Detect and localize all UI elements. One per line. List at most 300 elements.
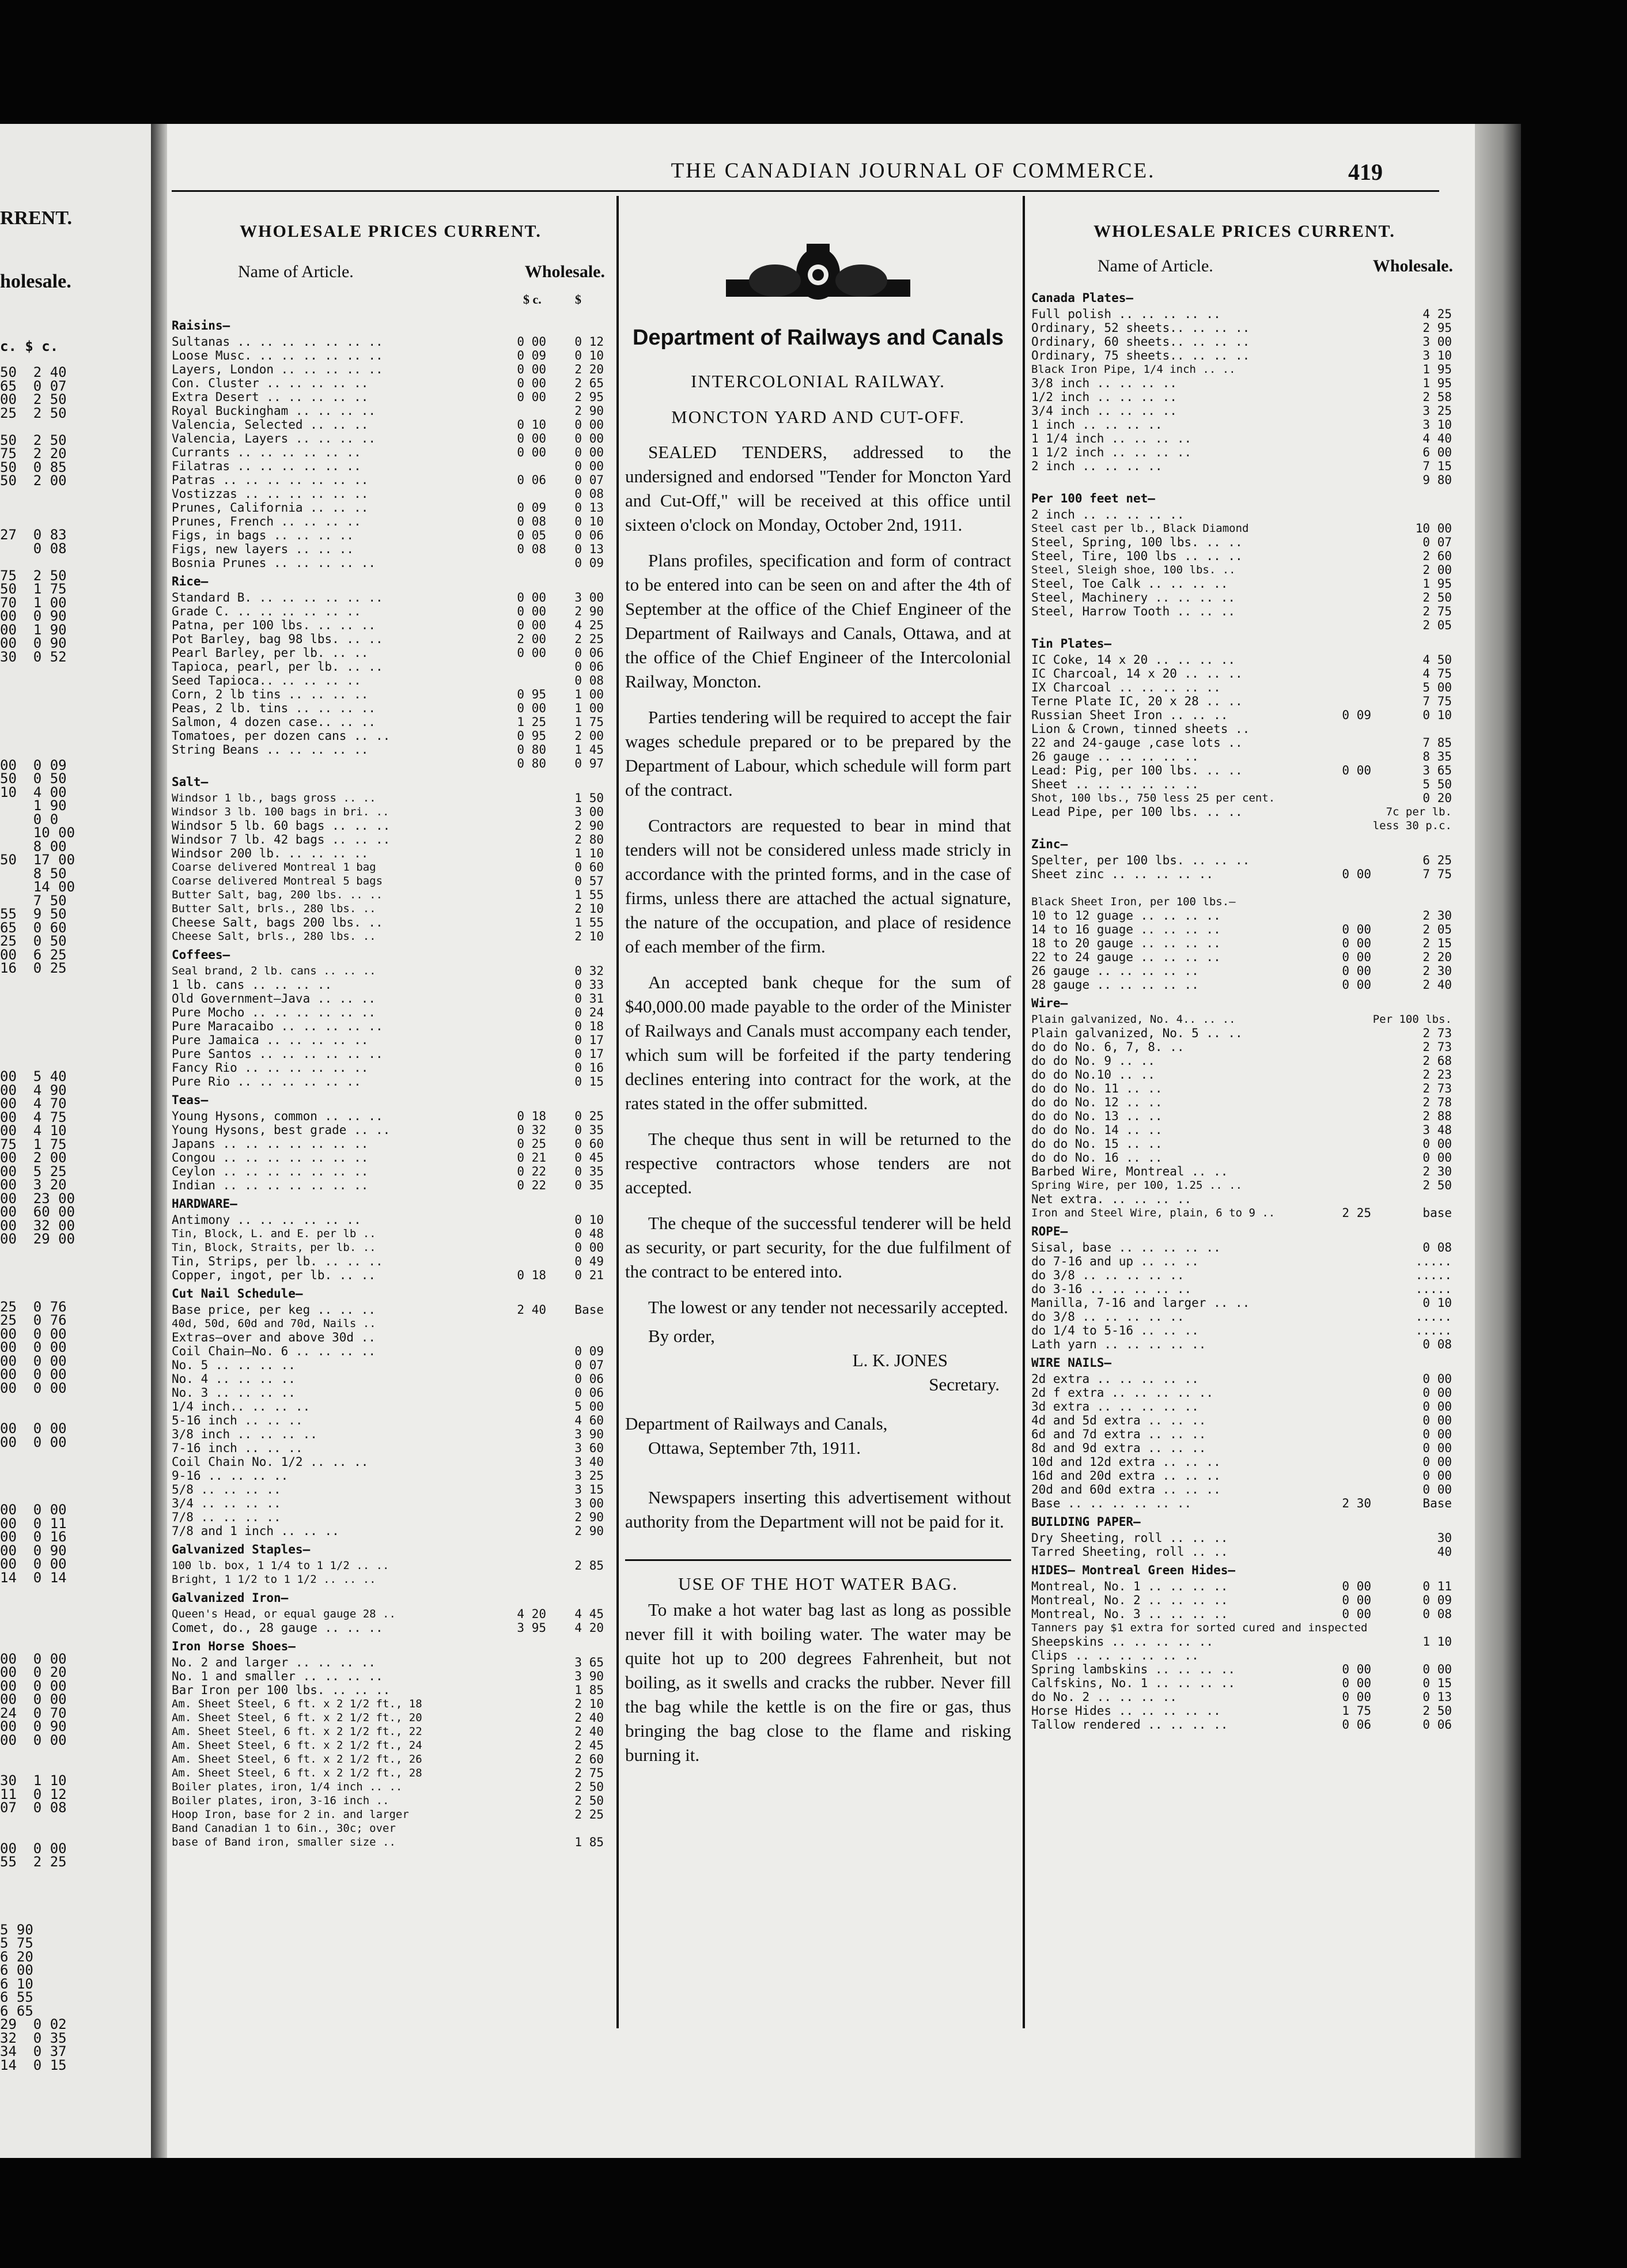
article-name: Am. Sheet Steel, 6 ft. x 2 1/2 ft., 24 xyxy=(172,1739,422,1752)
left-page-line: 6 65 xyxy=(0,2002,33,2019)
left-page-line: 00 0 00 xyxy=(0,1650,67,1667)
left-page-line: 00 0 00 xyxy=(0,1434,67,1450)
left-page-line xyxy=(0,1869,138,1883)
price-row xyxy=(1031,964,1458,978)
article-name: Sheet zinc .. .. .. .. .. xyxy=(1031,867,1214,881)
article-name: Grade C. .. .. .. .. .. .. xyxy=(172,604,361,618)
price-row xyxy=(1031,1206,1458,1220)
price-high: 2 10 xyxy=(574,1697,604,1711)
price-row xyxy=(172,1019,610,1033)
price-row xyxy=(1031,708,1458,722)
tender-paragraph: Contractors are requested to bear in mind that tenders will not be considered unless made stricly in accordance with the printed forms, and in the case of firms, unless there are attached the actual signature, the nature of the occupation, and place of residence of each member of the firm. xyxy=(625,815,1011,957)
price-high: 4 50 xyxy=(1422,653,1452,667)
price-low: 0 00 xyxy=(1342,1579,1371,1593)
left-page-line xyxy=(0,1910,138,1923)
article-name: Tomatoes, per dozen cans .. .. xyxy=(172,729,391,743)
article-name: 1/4 inch.. .. .. .. xyxy=(172,1400,311,1413)
price-low: 0 00 xyxy=(517,591,546,604)
price-row xyxy=(1031,1012,1458,1026)
price-row xyxy=(1031,1282,1458,1296)
price-section-heading: Zinc— xyxy=(1031,837,1068,851)
price-high: 0 06 xyxy=(574,660,604,674)
left-page-line xyxy=(0,664,138,678)
article-name: No. 4 .. .. .. .. xyxy=(172,1372,296,1386)
price-high: 0 10 xyxy=(574,1213,604,1227)
left-page-line xyxy=(0,1273,138,1287)
price-row xyxy=(1031,653,1458,667)
price-high: 3 40 xyxy=(574,1455,604,1469)
price-high: 2 58 xyxy=(1422,390,1452,404)
article-name: do 3/8 .. .. .. .. .. xyxy=(1031,1268,1185,1282)
article-name: 100 lb. box, 1 1/4 to 1 1/2 .. .. xyxy=(172,1559,389,1572)
price-low: 0 00 xyxy=(517,604,546,618)
article-name: 1 inch .. .. .. .. xyxy=(1031,418,1163,432)
article-name: 40d, 50d, 60d and 70d, Nails .. xyxy=(172,1317,376,1330)
price-row xyxy=(1031,1372,1458,1386)
price-row xyxy=(172,1427,610,1441)
left-page-line: 00 23 00 xyxy=(0,1190,75,1207)
article-name: Loose Musc. .. .. .. .. .. .. xyxy=(172,349,383,362)
article-name: No. 5 .. .. .. .. xyxy=(172,1358,296,1372)
price-row xyxy=(172,1607,610,1621)
price-high: 0 20 xyxy=(1422,791,1452,805)
price-row xyxy=(172,432,610,445)
price-high: 0 10 xyxy=(1422,708,1452,722)
price-high: 3 15 xyxy=(574,1483,604,1496)
right-price-list xyxy=(1031,286,1458,1732)
left-page-line: 00 0 09 xyxy=(0,757,67,773)
left-page-line: 0 08 xyxy=(0,540,67,557)
price-row xyxy=(1031,1579,1458,1593)
tender-paragraphs xyxy=(625,440,1011,1320)
price-high: 2 10 xyxy=(574,902,604,916)
left-page-line: 34 0 37 xyxy=(0,2043,67,2059)
right-price-column xyxy=(1031,205,1458,1732)
left-page-column-labels: c. $ c. xyxy=(0,338,59,354)
price-row xyxy=(172,1358,610,1372)
price-row xyxy=(1031,1662,1458,1676)
price-row xyxy=(1031,1254,1458,1268)
left-page-line xyxy=(0,745,138,759)
left-page-line: 0 0 xyxy=(0,811,59,827)
tender-paragraph: The cheque thus sent in will be returned to the respective contractors whose tenders are not accepted. xyxy=(625,1129,1011,1197)
price-high: 0 35 xyxy=(574,1178,604,1192)
price-row xyxy=(172,404,610,418)
article-name: Montreal, No. 1 .. .. .. .. xyxy=(1031,1579,1228,1593)
price-low: 0 80 xyxy=(517,743,546,757)
price-low: 0 06 xyxy=(1342,1718,1371,1732)
price-low: 0 00 xyxy=(517,335,546,349)
article-name: Windsor 1 lb., bags gross .. .. xyxy=(172,792,376,804)
price-row xyxy=(172,1725,610,1738)
price-row xyxy=(172,528,610,542)
price-low: 0 06 xyxy=(517,473,546,487)
price-high: 4 45 xyxy=(574,1607,604,1621)
price-low: 0 00 xyxy=(1342,1690,1371,1704)
article-name: Coil Chain No. 1/2 .. .. .. xyxy=(172,1455,369,1469)
left-page-line: 00 32 00 xyxy=(0,1217,75,1234)
price-row xyxy=(172,1165,610,1178)
price-low: 0 00 xyxy=(1342,1676,1371,1690)
price-low: 0 00 xyxy=(1342,867,1371,881)
price-high: 2 23 xyxy=(1422,1068,1452,1082)
tender-paragraph: An accepted bank cheque for the sum of $40,000.00 made payable to the order of the Minister of Railways and Canals must accompany each tender, which sum will be forfeited if the party tendering declines entering into contract for the work, at the rates stated in the offer submitted. xyxy=(625,972,1011,1113)
dateline-department: Department of Railways and Canals, xyxy=(625,1413,888,1434)
article-name: Bosnia Prunes .. .. .. .. .. xyxy=(172,556,376,570)
price-high: 3 10 xyxy=(1422,418,1452,432)
price-row xyxy=(172,833,610,846)
price-high: 0 00 xyxy=(1422,1151,1452,1165)
right-column-headers xyxy=(1031,256,1458,286)
left-page-line: 6 55 xyxy=(0,1989,33,2005)
price-high: 2 25 xyxy=(574,1808,604,1821)
left-page-line: 50 0 85 xyxy=(0,459,67,475)
price-row xyxy=(1031,1082,1458,1095)
price-row xyxy=(172,1227,610,1241)
price-high: 0 35 xyxy=(574,1123,604,1137)
article-name: 6d and 7d extra .. .. .. xyxy=(1031,1427,1206,1441)
price-row xyxy=(172,1137,610,1151)
price-low: 0 00 xyxy=(1342,923,1371,936)
article-name: 7/8 .. .. .. .. xyxy=(172,1510,281,1524)
left-page-line: 25 0 50 xyxy=(0,933,67,949)
article-name: do do No. 12 .. .. xyxy=(1031,1095,1163,1109)
left-page-line: 00 4 70 xyxy=(0,1095,67,1112)
price-row xyxy=(1031,1441,1458,1455)
article-name: 7/8 and 1 inch .. .. .. xyxy=(172,1524,339,1538)
price-high: 2 90 xyxy=(574,819,604,833)
price-row xyxy=(172,1254,610,1268)
price-low: 1 25 xyxy=(517,715,546,729)
left-page-heading: RRENT. xyxy=(0,207,72,229)
article-name: Prunes, California .. .. .. xyxy=(172,501,369,515)
article-name: Am. Sheet Steel, 6 ft. x 2 1/2 ft., 22 xyxy=(172,1725,422,1738)
price-high: 1 00 xyxy=(574,687,604,701)
article-name: do No. 2 .. .. .. .. xyxy=(1031,1690,1177,1704)
price-row xyxy=(172,1835,610,1849)
left-page-line xyxy=(0,1246,138,1260)
right-column-title: WHOLESALE PRICES CURRENT. xyxy=(1094,222,1395,241)
price-high: 3 90 xyxy=(574,1669,604,1683)
article-name: Butter Salt, bag, 200 lbs. .. .. xyxy=(172,889,383,901)
price-row xyxy=(172,1400,610,1413)
price-high: 2 60 xyxy=(574,1752,604,1766)
left-page-line: 00 0 00 xyxy=(0,1677,67,1694)
left-page-line xyxy=(0,1612,138,1626)
price-row xyxy=(172,1669,610,1683)
article-name: do do No. 11 .. .. xyxy=(1031,1082,1163,1095)
article-name: do do No. 15 .. .. xyxy=(1031,1137,1163,1151)
tender-paragraph: The lowest or any tender not necessarily accepted. xyxy=(648,1297,1008,1317)
article-name: Old Government—Java .. .. .. xyxy=(172,992,376,1006)
article-name: Tin, Block, Straits, per lb. .. xyxy=(172,1241,376,1254)
article-name: Spring Wire, per 100, 1.25 .. .. xyxy=(1031,1179,1243,1192)
dateline-date: Ottawa, September 7th, 1911. xyxy=(648,1438,861,1458)
price-row xyxy=(1031,763,1458,777)
left-page-line: 5 75 xyxy=(0,1935,33,1951)
price-high: 3 65 xyxy=(574,1655,604,1669)
price-row xyxy=(172,1455,610,1469)
price-high: 3 00 xyxy=(574,805,604,819)
price-high: 6 00 xyxy=(1422,445,1452,459)
article-name: Butter Salt, brls., 280 lbs. .. xyxy=(172,902,376,915)
price-row xyxy=(1031,1192,1458,1206)
price-low: 0 00 xyxy=(517,618,546,632)
price-high: 0 00 xyxy=(1422,1400,1452,1413)
left-page-line: 00 2 50 xyxy=(0,391,67,407)
price-high: 0 07 xyxy=(574,473,604,487)
article-name: 2 inch .. .. .. .. xyxy=(1031,459,1163,473)
left-page-line: 00 6 25 xyxy=(0,946,67,963)
article-name: do do No. 6, 7, 8. .. xyxy=(1031,1040,1185,1054)
article-name: 5/8 .. .. .. .. xyxy=(172,1483,281,1496)
price-row xyxy=(172,1780,610,1794)
price-row xyxy=(172,1794,610,1808)
price-row xyxy=(172,1483,610,1496)
price-section-heading: BUILDING PAPER— xyxy=(1031,1515,1141,1529)
price-row xyxy=(1031,604,1458,618)
price-row xyxy=(172,646,610,660)
article-rule xyxy=(625,1559,1011,1561)
left-page-line: 00 0 90 xyxy=(0,608,67,624)
left-currency-headers: $ c. $ xyxy=(523,292,581,307)
left-page-line: 00 0 00 xyxy=(0,1420,67,1437)
price-row xyxy=(1031,1545,1458,1559)
article-name: Windsor 7 lb. 42 bags .. .. .. xyxy=(172,833,391,846)
left-page-line: 75 2 50 xyxy=(0,567,67,584)
left-page-line xyxy=(0,732,138,746)
price-row xyxy=(1031,1324,1458,1337)
left-page-line xyxy=(0,420,138,434)
left-page-line: 50 2 50 xyxy=(0,432,67,448)
price-high: 0 12 xyxy=(574,335,604,349)
price-high: 7 15 xyxy=(1422,459,1452,473)
price-high: 0 48 xyxy=(574,1227,604,1241)
price-high: 2 90 xyxy=(574,1524,604,1538)
price-high: 0 00 xyxy=(574,418,604,432)
price-high: 2 90 xyxy=(574,404,604,418)
left-page-line: 16 0 25 xyxy=(0,960,67,976)
article-name: Steel, Tire, 100 lbs .. .. .. xyxy=(1031,549,1243,563)
article-name: Black Iron Pipe, 1/4 inch .. .. xyxy=(1031,363,1236,376)
price-row xyxy=(172,1109,610,1123)
price-low: 0 21 xyxy=(517,1151,546,1165)
price-section-heading: Salt— xyxy=(172,775,209,789)
price-high: 2 60 xyxy=(1422,549,1452,563)
left-page-line: 14 0 14 xyxy=(0,1569,67,1586)
price-row xyxy=(1031,736,1458,750)
price-high: 7 75 xyxy=(1422,867,1452,881)
price-low: 2 00 xyxy=(517,632,546,646)
article-name: Cheese Salt, bags 200 lbs. .. xyxy=(172,916,383,929)
price-low: 0 09 xyxy=(517,349,546,362)
price-row xyxy=(172,362,610,376)
price-high: 0 06 xyxy=(1422,1718,1452,1732)
price-high: 1 10 xyxy=(574,846,604,860)
article-name: 2d f extra .. .. .. .. .. xyxy=(1031,1386,1214,1400)
price-row xyxy=(172,1033,610,1047)
article-name: do 3/8 .. .. .. .. .. xyxy=(1031,1310,1185,1324)
price-row xyxy=(1031,1054,1458,1068)
left-page-line: 00 0 90 xyxy=(0,1718,67,1734)
price-row xyxy=(1031,791,1458,805)
article-name: Pearl Barley, per lb. .. .. xyxy=(172,646,369,660)
article-name: Hoop Iron, base for 2 in. and larger xyxy=(172,1808,409,1821)
article-name: 5-16 inch .. .. .. xyxy=(172,1413,303,1427)
price-row xyxy=(172,819,610,833)
tender-paragraph: SEALED TENDERS, addressed to the undersigned and endorsed "Tender for Moncton Yard and Cut-Off," will be received at this office until sixteen o'clock on Monday, October 2nd, 1911. xyxy=(625,442,1011,535)
price-row xyxy=(172,1683,610,1697)
price-high: 2 75 xyxy=(1422,604,1452,618)
price-high: 2 73 xyxy=(1422,1082,1452,1095)
price-low: 3 95 xyxy=(517,1621,546,1635)
left-page-line xyxy=(0,501,138,515)
journal-title: THE CANADIAN JOURNAL OF COMMERCE. xyxy=(671,159,1156,183)
article-name: No. 3 .. .. .. .. xyxy=(172,1386,296,1400)
article-name: Fancy Rio .. .. .. .. .. .. xyxy=(172,1061,369,1075)
price-row xyxy=(172,501,610,515)
price-row xyxy=(1031,681,1458,694)
article-name: 14 to 16 guage .. .. .. .. xyxy=(1031,923,1221,936)
price-row xyxy=(1031,1718,1458,1732)
price-row xyxy=(1031,923,1458,936)
price-row xyxy=(1031,577,1458,591)
price-high: 2 50 xyxy=(574,1794,604,1808)
price-low: 0 00 xyxy=(517,376,546,390)
price-row xyxy=(1031,1496,1458,1510)
article-name: Dry Sheeting, roll .. .. .. xyxy=(1031,1531,1228,1545)
article-name: Figs, new layers .. .. .. xyxy=(172,542,354,556)
left-page-line: 00 0 00 xyxy=(0,1352,67,1369)
price-high: 5 50 xyxy=(1422,777,1452,791)
price-high: 3 25 xyxy=(574,1469,604,1483)
article-name: Tallow rendered .. .. .. .. xyxy=(1031,1718,1228,1732)
price-low: 0 00 xyxy=(517,445,546,459)
price-high: 0 45 xyxy=(574,1151,604,1165)
price-row xyxy=(172,1330,610,1344)
price-high: 0 08 xyxy=(1422,1337,1452,1351)
price-row xyxy=(1031,1676,1458,1690)
article-name: Boiler plates, iron, 3-16 inch .. xyxy=(172,1794,389,1807)
article-name: Valencia, Selected .. .. .. xyxy=(172,418,369,432)
price-row xyxy=(172,556,610,570)
price-low: 0 00 xyxy=(517,646,546,660)
price-row xyxy=(172,1061,610,1075)
price-row xyxy=(1031,881,1458,895)
article-name: Bar Iron per 100 lbs. .. .. .. xyxy=(172,1683,391,1697)
article-name: do 1/4 to 5-16 .. .. .. xyxy=(1031,1324,1199,1337)
price-high: 4 25 xyxy=(574,618,604,632)
left-page-line xyxy=(0,678,138,691)
article-name: 22 to 24 gauge .. .. .. .. xyxy=(1031,950,1221,964)
newspaper-page xyxy=(167,124,1475,2158)
left-page-line: 7 50 xyxy=(0,892,67,909)
price-row xyxy=(172,1317,610,1330)
price-high: 9 80 xyxy=(1422,473,1452,487)
article-name: Coarse delivered Montreal 5 bags xyxy=(172,875,383,887)
price-row xyxy=(172,1213,610,1227)
price-high: 2 20 xyxy=(574,362,604,376)
price-section-heading: Raisins— xyxy=(172,319,230,332)
article-name: Bright, 1 1/2 to 1 1/2 .. .. .. xyxy=(172,1573,376,1586)
left-price-list xyxy=(172,314,610,1849)
price-low: 0 32 xyxy=(517,1123,546,1137)
price-row xyxy=(1031,1178,1458,1192)
price-row xyxy=(1031,1607,1458,1621)
price-row xyxy=(1031,1241,1458,1254)
price-low: 0 00 xyxy=(1342,936,1371,950)
article-name: Extras—over and above 30d .. xyxy=(172,1330,376,1344)
price-high: 3 10 xyxy=(1422,349,1452,362)
price-row xyxy=(1031,694,1458,708)
price-low: 0 18 xyxy=(517,1109,546,1123)
price-low: 0 09 xyxy=(1342,708,1371,722)
price-low: 0 08 xyxy=(517,542,546,556)
article-name: Windsor 200 lb. .. .. .. .. xyxy=(172,846,369,860)
left-page-line: 5 90 xyxy=(0,1921,33,1938)
price-row xyxy=(172,1344,610,1358)
left-page-line: 75 2 20 xyxy=(0,445,67,462)
price-row xyxy=(172,515,610,528)
left-page-line xyxy=(0,1449,138,1463)
price-high: 0 07 xyxy=(574,1358,604,1372)
article-name: Net extra. .. .. .. .. xyxy=(1031,1192,1192,1206)
left-page-line: 14 0 15 xyxy=(0,2057,67,2073)
price-row xyxy=(1031,535,1458,549)
price-row xyxy=(172,1496,610,1510)
article-name: No. 2 and larger .. .. .. .. xyxy=(172,1655,376,1669)
price-row xyxy=(1031,549,1458,563)
article-name: Japans .. .. .. .. .. .. .. xyxy=(172,1137,369,1151)
price-high: 0 15 xyxy=(1422,1676,1452,1690)
left-page-line: 00 0 00 xyxy=(0,1732,67,1748)
price-row xyxy=(1031,895,1458,909)
price-high: ..... xyxy=(1415,1254,1452,1268)
price-high: 2 75 xyxy=(574,1766,604,1780)
article-name: Montreal, No. 2 .. .. .. .. xyxy=(1031,1593,1228,1607)
left-page-line xyxy=(0,1287,138,1301)
article-name: Clips .. .. .. .. .. .. xyxy=(1031,1649,1199,1662)
price-row xyxy=(172,1123,610,1137)
price-high: 2 73 xyxy=(1422,1026,1452,1040)
price-row xyxy=(1031,1483,1458,1496)
article-name: 22 and 24-gauge ,case lots .. xyxy=(1031,736,1243,750)
article-name: Figs, in bags .. .. .. .. xyxy=(172,528,354,542)
price-high: 0 60 xyxy=(574,860,604,874)
price-high: 0 06 xyxy=(574,646,604,660)
price-high: 5 00 xyxy=(1422,681,1452,694)
price-low: 0 95 xyxy=(517,687,546,701)
price-high: 1 95 xyxy=(1422,376,1452,390)
price-high: 0 00 xyxy=(1422,1662,1452,1676)
price-low: 4 20 xyxy=(517,1607,546,1621)
left-page-line: 10 4 00 xyxy=(0,784,67,800)
tender-paragraph: The cheque of the successful tenderer will be held as security, or part security, for the due fulfilment of the contract to be entered into. xyxy=(625,1213,1011,1282)
article-name: Congou .. .. .. .. .. .. .. xyxy=(172,1151,369,1165)
price-row xyxy=(1031,1296,1458,1310)
price-section-heading: Canada Plates— xyxy=(1031,291,1134,305)
price-high: 0 18 xyxy=(574,1019,604,1033)
article-name: 3/4 .. .. .. .. xyxy=(172,1496,281,1510)
by-order: By order, xyxy=(648,1326,715,1346)
left-page-line xyxy=(0,1828,138,1842)
price-high: 1 95 xyxy=(1422,577,1452,591)
article-name: Patras .. .. .. .. .. .. .. xyxy=(172,473,369,487)
price-row xyxy=(172,1808,610,1821)
article-name: Band Canadian 1 to 6in., 30c; over xyxy=(172,1822,396,1835)
article-name: Seal brand, 2 lb. cans .. .. .. xyxy=(172,965,376,977)
article-name: 16d and 20d extra .. .. .. xyxy=(1031,1469,1221,1483)
